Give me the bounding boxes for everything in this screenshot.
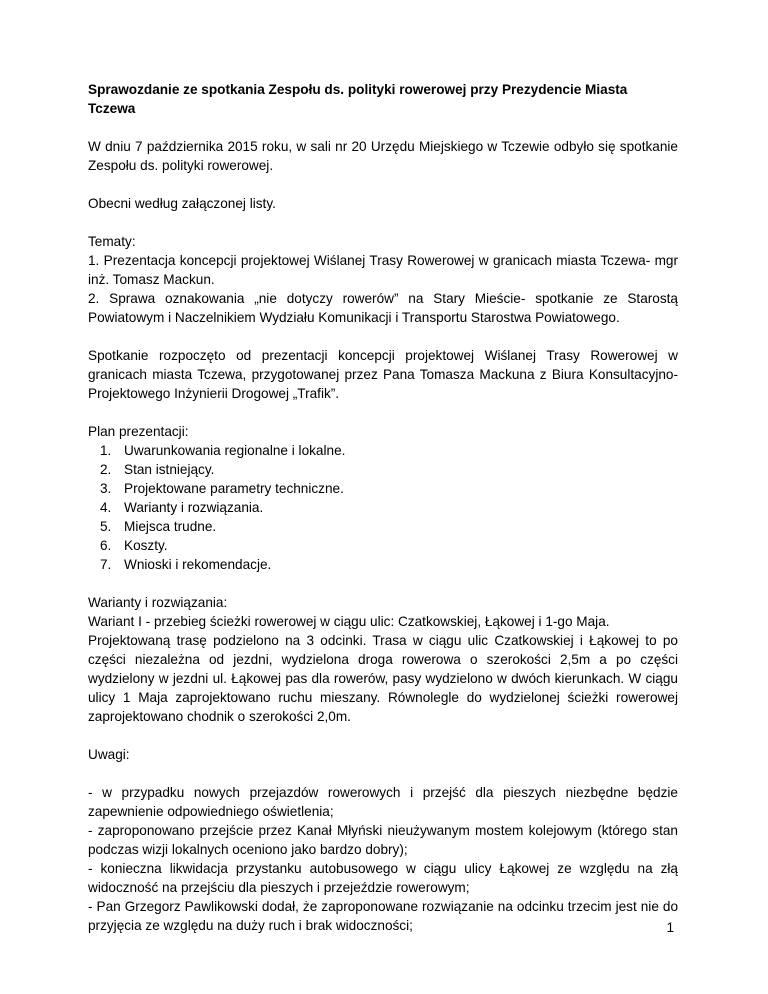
plan-item-text: Stan istniejący. (124, 462, 215, 477)
intro-paragraph: W dniu 7 października 2015 roku, w sali nr 20 Urzędu Miejskiego w Tczewie odbyło się spotkanie Zespołu ds. polityki rowerowej. (88, 139, 678, 173)
remark-item: - Pan Grzegorz Pawlikowski dodał, że zaproponowane rozwiązanie na odcinku trzecim jest nie do przyjęcia ze względu na duży ruch i brak widoczności; (88, 899, 678, 933)
plan-item-number: 5. (100, 519, 112, 534)
plan-item-number: 2. (100, 462, 112, 477)
attendance-paragraph: Obecni według załączonej listy. (88, 196, 276, 211)
topic-1: 1. Prezentacja koncepcji projektowej Wiślanej Trasy Rowerowej w granicach miasta Tczewa- mgr inż. Tomasz Mackun. (88, 253, 678, 287)
variants-section (88, 593, 678, 726)
plan-item-number: 6. (100, 538, 112, 553)
plan-item-text: Uwarunkowania regionalne i lokalne. (124, 443, 346, 458)
plan-section (88, 422, 678, 574)
plan-item (88, 536, 678, 555)
topics-section (88, 232, 678, 327)
plan-item (88, 479, 678, 498)
plan-list (88, 441, 678, 574)
plan-item-text: Wnioski i rekomendacje. (124, 557, 272, 572)
variants-heading: Warianty i rozwiązania: (88, 595, 228, 610)
document-title: Sprawozdanie ze spotkania Zespołu ds. polityki rowerowej przy Prezydencie Miasta Tczewa (88, 82, 628, 116)
plan-item (88, 460, 678, 479)
plan-item-number: 1. (100, 443, 112, 458)
remarks-heading: Uwagi: (88, 747, 130, 762)
plan-item (88, 517, 678, 536)
topic-2: 2. Sprawa oznakowania „nie dotyczy rowerów” na Stary Mieście- spotkanie ze Starostą Powiatowym i Naczelnikiem Wydziału Komunikacji i Transportu Starostwa Powiatowego. (88, 291, 678, 325)
plan-item-number: 4. (100, 500, 112, 515)
plan-item (88, 498, 678, 517)
variant-1-body: Projektowaną trasę podzielono na 3 odcinki. Trasa w ciągu ulic Czatkowskiej i Łąkowej to po części niezależna od jezdni, wydzielona droga rowerowa o szerokości 2,5m a po części wydzielony w jezdni ul. Łąkowej pas dla rowerów, pasy wydzielono w dwóch kierunkach. W ciągu ulicy 1 Maja zaprojektowano ruchu mieszany. Równolegle do wydzielonej ścieżki rowerowej zaprojektowano chodnik o szerokości 2,0m. (88, 633, 678, 724)
plan-item (88, 441, 678, 460)
plan-item-text: Projektowane parametry techniczne. (124, 481, 344, 496)
remark-item: - w przypadku nowych przejazdów rowerowych i przejść dla pieszych niezbędne będzie zapewnienie odpowiedniego oświetlenia; (88, 785, 678, 819)
plan-item-number: 3. (100, 481, 112, 496)
page-number: 1 (666, 920, 674, 935)
remark-item: - zaproponowano przejście przez Kanał Młyński nieużywanym mostem kolejowym (którego stan podczas wizji lokalnych oceniono jako bardzo dobry); (88, 823, 678, 857)
plan-heading: Plan prezentacji: (88, 424, 189, 439)
meeting-start-paragraph: Spotkanie rozpoczęto od prezentacji koncepcji projektowej Wiślanej Trasy Rowerowej w granicach miasta Tczewa, przygotowanej przez Pana Tomasza Mackuna z Biura Konsultacyjno-Projektowego Inżynierii Drogowej „Trafik”. (88, 348, 678, 401)
topics-heading: Tematy: (88, 234, 136, 249)
remarks-list (88, 783, 678, 935)
document-page (88, 80, 678, 935)
plan-item-text: Warianty i rozwiązania. (124, 500, 264, 515)
plan-item-text: Koszty. (124, 538, 168, 553)
plan-item-number: 7. (100, 557, 112, 572)
variant-1-intro: Wariant I - przebieg ścieżki rowerowej w ciągu ulic: Czatkowskiej, Łąkowej i 1-go Maja. (88, 614, 610, 629)
plan-item (88, 555, 678, 574)
plan-item-text: Miejsca trudne. (124, 519, 217, 534)
remark-item: - konieczna likwidacja przystanku autobusowego w ciągu ulicy Łąkowej ze względu na złą widoczność na przejściu dla pieszych i przejeździe rowerowym; (88, 861, 678, 895)
